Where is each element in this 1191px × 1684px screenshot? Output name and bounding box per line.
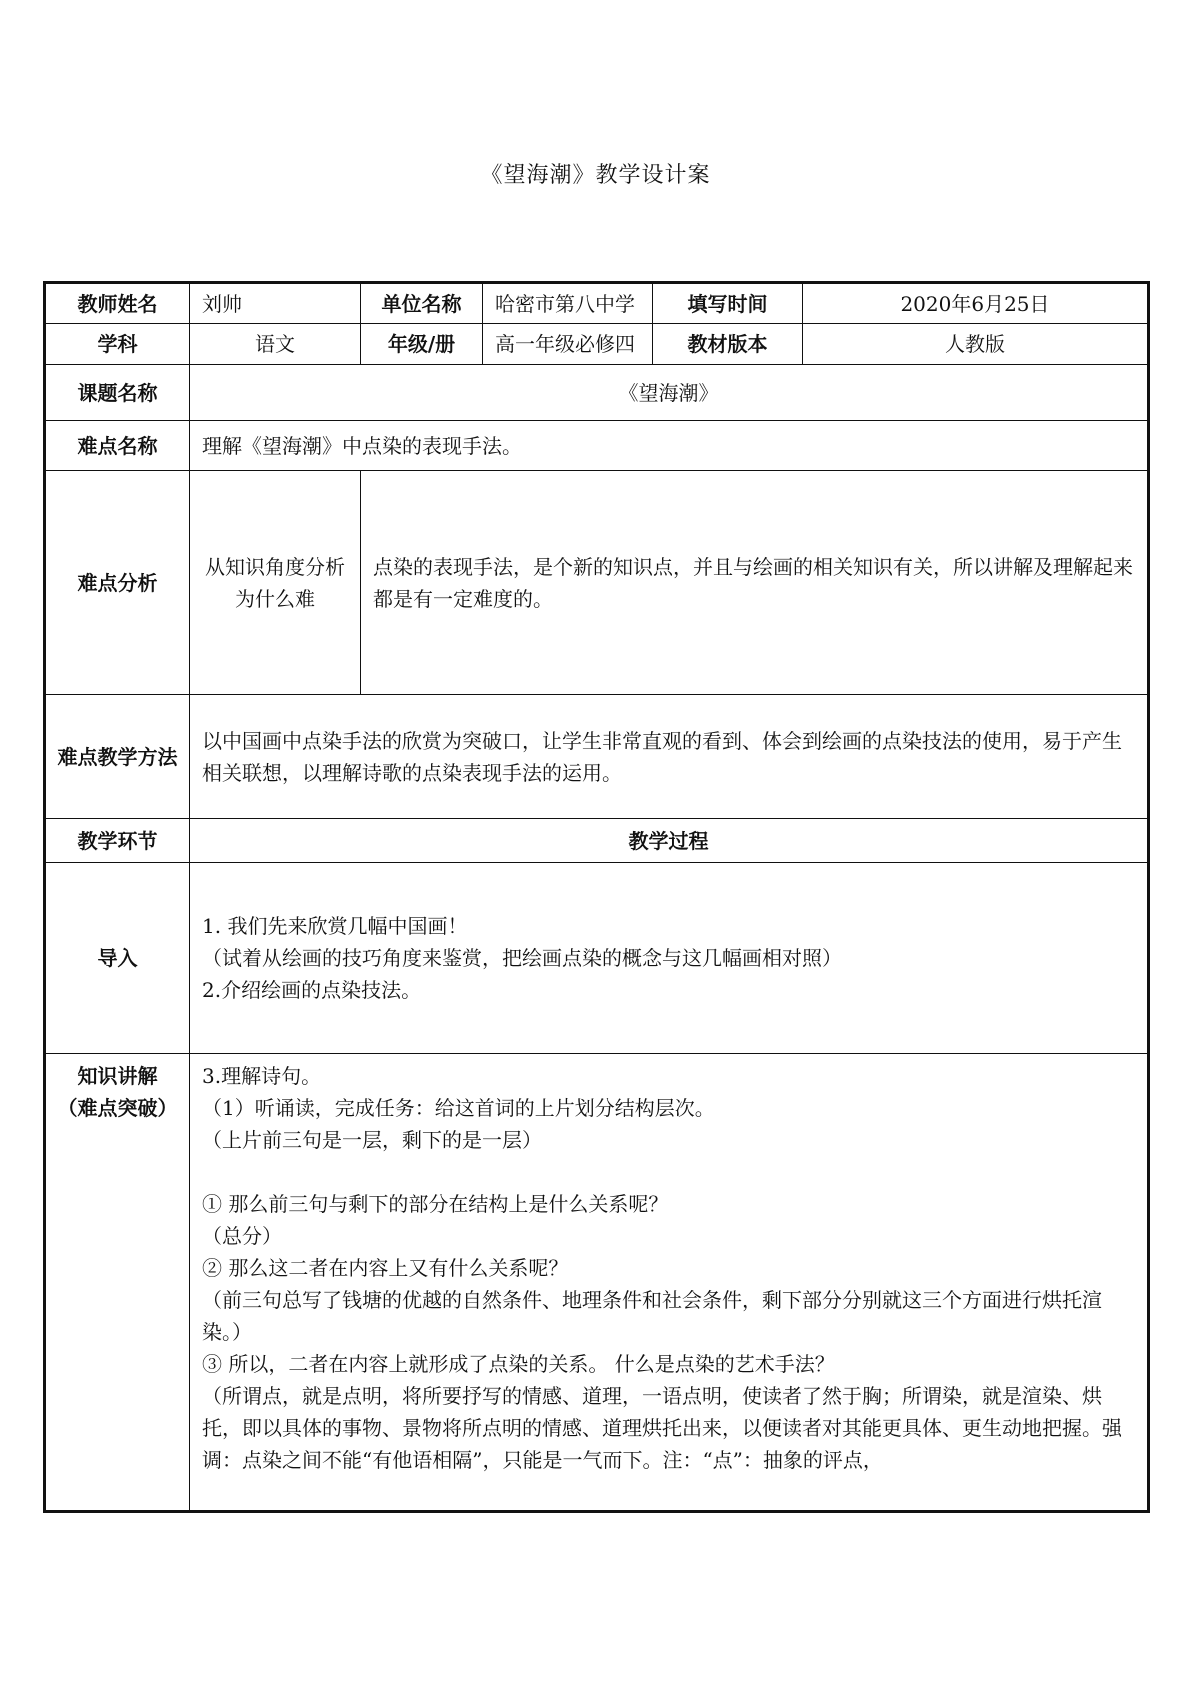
knowledge-line: ② 那么这二者在内容上又有什么关系呢？ [202,1256,569,1280]
intro-content [190,863,1149,1054]
knowledge-label-1: 知识讲解 [77,1064,158,1088]
difficulty-label: 难点名称 [45,421,190,471]
grade-value: 高一年级必修四 [483,324,653,365]
method-text: 以中国画中点染手法的欣赏为突破口，让学生非常直观的看到、体会到绘画的点染技法的使用，易于产生相关联想，以理解诗歌的点染表现手法的运用。 [190,695,1149,819]
row-topic [45,365,1149,421]
knowledge-line: ③ 所以，二者在内容上就形成了点染的关系。 什么是点染的艺术手法？ [202,1352,835,1376]
subject-label: 学科 [45,324,190,365]
intro-line: 1. 我们先来欣赏几幅中国画！ [202,914,468,938]
spacer [202,1156,1135,1188]
knowledge-line: （所谓点，就是点明，将所要抒写的情感、道理，一语点明，使读者了然于胸；所谓染，就是渲染、烘托，即以具体的事物、景物将所点明的情感、道理烘托出来，以便读者对其能更具体、更生动地把握。强调：点染之间不能“有他语相隔”，只能是一气而下。注：“点”：抽象的评点， [202,1384,1122,1472]
edition-label: 教材版本 [653,324,803,365]
analysis-label: 难点分析 [45,471,190,695]
knowledge-line: （1）听诵读，完成任务：给这首词的上片划分结构层次。 [202,1096,715,1120]
time-value: 2020年6月25日 [803,283,1149,324]
process-header: 教学过程 [190,819,1149,863]
knowledge-label [45,1054,190,1512]
row-subject-info [45,324,1149,365]
knowledge-line: ① 那么前三句与剩下的部分在结构上是什么关系呢？ [202,1192,669,1216]
grade-label: 年级/册 [361,324,483,365]
topic-value: 《望海潮》 [190,365,1149,421]
knowledge-line: （上片前三句是一层，剩下的是一层） [202,1128,542,1152]
analysis-sub-label: 从知识角度分析为什么难 [190,471,361,695]
knowledge-label-2: （难点突破） [57,1096,178,1120]
unit-label: 单位名称 [361,283,483,324]
knowledge-content [190,1054,1149,1512]
knowledge-line: （总分） [202,1224,282,1248]
intro-label: 导入 [45,863,190,1054]
edition-value: 人教版 [803,324,1149,365]
lesson-plan-table [43,281,1150,1513]
knowledge-line: 3.理解诗句。 [202,1064,322,1088]
unit-value: 哈密市第八中学 [483,283,653,324]
row-analysis [45,471,1149,695]
analysis-text: 点染的表现手法，是个新的知识点，并且与绘画的相关知识有关，所以讲解及理解起来都是有一定难度的。 [361,471,1149,695]
method-label: 难点教学方法 [45,695,190,819]
row-knowledge [45,1054,1149,1512]
teacher-value: 刘帅 [190,283,361,324]
topic-label: 课题名称 [45,365,190,421]
knowledge-line: （前三句总写了钱塘的优越的自然条件、地理条件和社会条件，剩下部分分别就这三个方面进行烘托渲染。） [202,1288,1102,1344]
time-label: 填写时间 [653,283,803,324]
teacher-label: 教师姓名 [45,283,190,324]
stage-header: 教学环节 [45,819,190,863]
row-intro [45,863,1149,1054]
row-difficulty [45,421,1149,471]
intro-line: 2.介绍绘画的点染技法。 [202,978,422,1002]
page-title: 《望海潮》教学设计案 [480,163,711,188]
row-teacher-info [45,283,1149,324]
row-method [45,695,1149,819]
row-process-header [45,819,1149,863]
subject-value: 语文 [190,324,361,365]
intro-line: （试着从绘画的技巧角度来鉴赏，把绘画点染的概念与这几幅画相对照） [202,946,842,970]
difficulty-value: 理解《望海潮》中点染的表现手法。 [190,421,1149,471]
